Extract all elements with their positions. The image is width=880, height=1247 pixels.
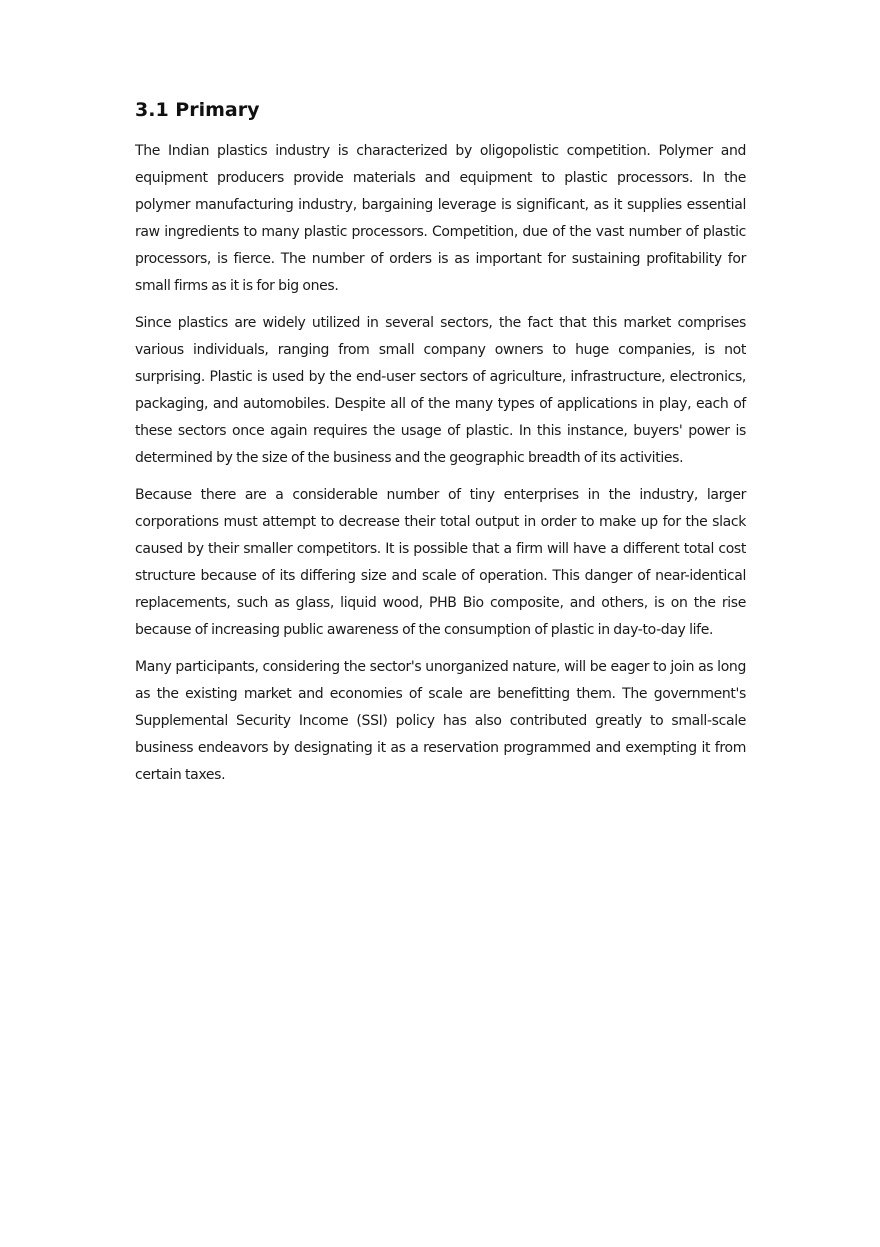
- paragraph-industry-competition: The Indian plastics industry is characterized by oligopolistic competition. Polymer and equipment producers provide materials and equipment to plastic processors. In the polymer manufacturing industry, bargaining leverage is significant, as it supplies essential raw ingredients to many plastic processors. Competition, due of the vast number of plastic processors, is fierce. The number of orders is as important for sustaining profitability for small firms as it is for big ones.: [135, 143, 746, 294]
- section-heading: 3.1 Primary: [135, 99, 260, 121]
- paragraph-buyer-power: Since plastics are widely utilized in several sectors, the fact that this market comprises various individuals, ranging from small company owners to huge companies, is not surprising. Plastic is used by the end-user sectors of agriculture, infrastructure, electronics, packaging, and automobiles. Despite all of the many types of applications in play, each of these sectors once again requires the usage of plastic. In this instance, buyers' power is determined by the size of the business and the geographic breadth of its activities.: [135, 315, 746, 466]
- section-content: [135, 96, 746, 799]
- paragraph-new-entrants: Many participants, considering the sector's unorganized nature, will be eager to join as long as the existing market and economies of scale are benefitting them. The government's Supplemental Security Income (SSI) policy has also contributed greatly to small-scale business endeavors by designating it as a reservation programmed and exempting it from certain taxes.: [135, 659, 746, 783]
- paragraph-substitutes: Because there are a considerable number of tiny enterprises in the industry, larger corporations must attempt to decrease their total output in order to make up for the slack caused by their smaller competitors. It is possible that a firm will have a different total cost structure because of its differing size and scale of operation. This danger of near-identical replacements, such as glass, liquid wood, PHB Bio composite, and others, is on the rise because of increasing public awareness of the consumption of plastic in day-to-day life.: [135, 487, 746, 638]
